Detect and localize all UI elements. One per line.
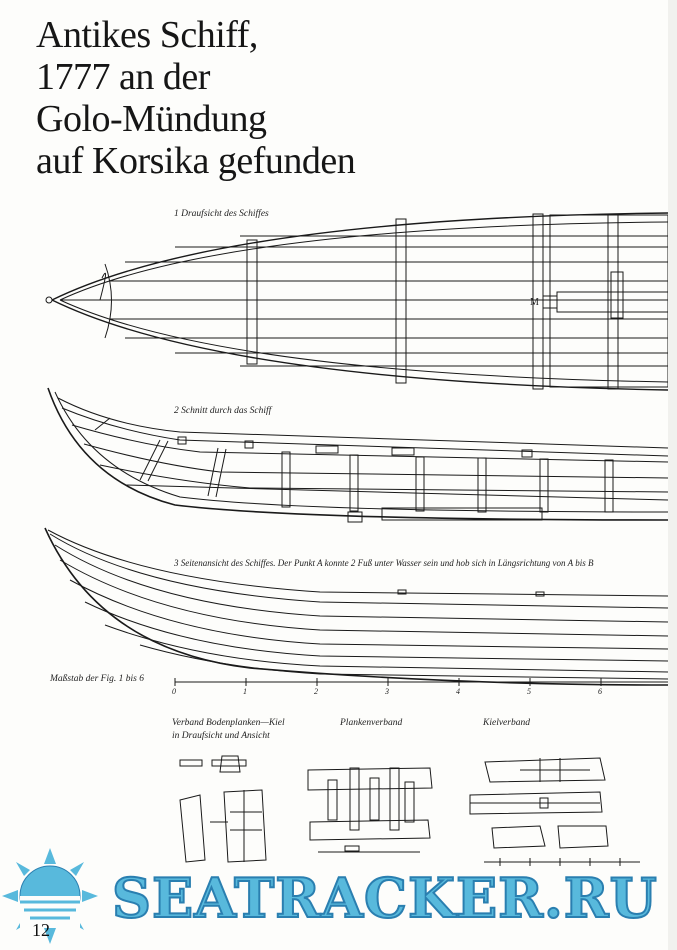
fig6-detail (470, 758, 640, 866)
title-line-2: 1777 an der (36, 56, 210, 98)
scale-tick-6: 6 (598, 687, 602, 696)
page-edge (668, 0, 677, 950)
scale-label: Maßstab der Fig. 1 bis 6 (50, 674, 144, 684)
fig5-detail (308, 768, 432, 852)
fig3-caption: 3 Seitenansicht des Schiffes. Der Punkt A konnte 2 Fuß unter Wasser sein und hob sich in Längsrichtung von A bis B (174, 558, 594, 568)
scale-tick-3: 3 (385, 687, 389, 696)
scale-tick-1: 1 (243, 687, 247, 696)
fig1-caption: 1 Draufsicht des Schiffes (174, 209, 269, 219)
scale-tick-5: 5 (527, 687, 531, 696)
title-line-4: auf Korsika gefunden (36, 140, 356, 182)
scale-tick-0: 0 (172, 687, 176, 696)
title-line-3: Golo-Mündung (36, 98, 267, 140)
fig1-top-view (46, 213, 668, 390)
sun-icon (2, 848, 98, 944)
watermark-text: SEATRACKER.RU (112, 866, 658, 930)
fig4-detail (180, 756, 266, 862)
scale-tick-2: 2 (314, 687, 318, 696)
page-number: 12 (32, 920, 50, 940)
fig2-caption: 2 Schnitt durch das Schiff (174, 406, 272, 416)
fig4-caption-line2: in Draufsicht und Ansicht (172, 731, 270, 741)
marker-m: M (530, 297, 539, 308)
fig6-caption: Kielverband (483, 718, 530, 728)
fig5-caption: Plankenverband (340, 718, 403, 728)
fig4-caption: Verband Bodenplanken—Kiel (172, 718, 285, 728)
fig3-side-view (45, 528, 668, 685)
scale-tick-4: 4 (456, 687, 460, 696)
fig2-section (48, 388, 668, 522)
title-line-1: Antikes Schiff, (36, 14, 258, 56)
